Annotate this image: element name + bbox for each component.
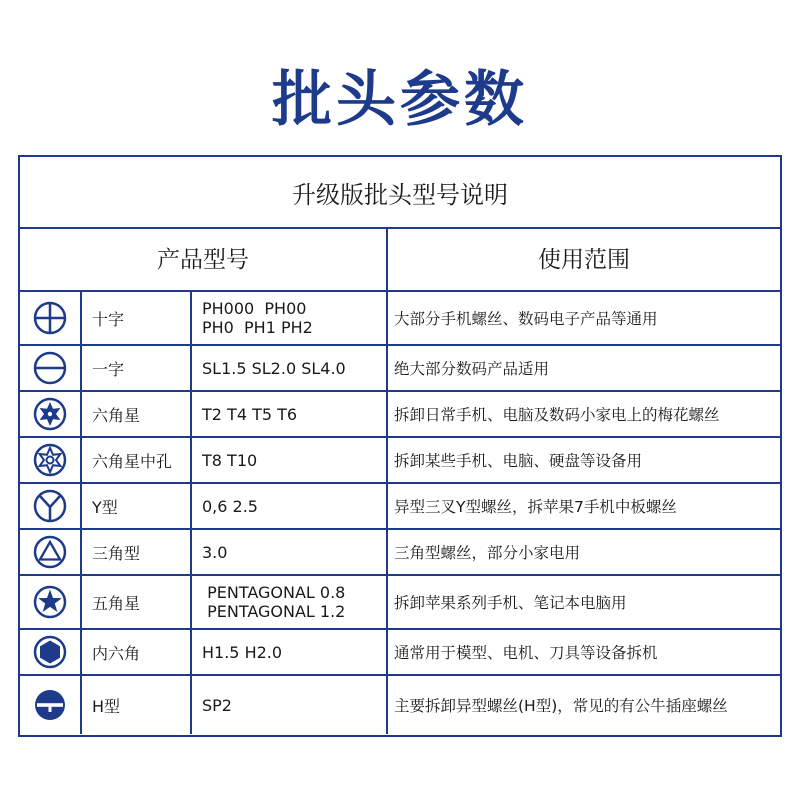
table-row — [20, 676, 780, 734]
phillips-cross-icon — [20, 292, 82, 344]
table-row — [20, 392, 780, 438]
triangle-icon — [20, 530, 82, 574]
table-row — [20, 346, 780, 392]
bit-type-name: 六角星中孔 — [82, 438, 192, 482]
table-row — [20, 438, 780, 484]
bit-usage: 拆卸日常手机、电脑及数码小家电上的梅花螺丝 — [394, 406, 720, 424]
model-line: T2 T4 T5 T6 — [202, 404, 298, 424]
model-line: H1.5 H2.0 — [202, 642, 283, 662]
torx-security-icon — [20, 438, 82, 482]
bit-model — [192, 484, 388, 528]
spec-table — [18, 155, 782, 737]
table-title: 升级版批头型号说明 — [20, 157, 780, 229]
bit-usage: 异型三叉Y型螺丝，拆苹果7手机中板螺丝 — [394, 498, 677, 516]
table-row — [20, 292, 780, 346]
spanner-h-icon — [20, 676, 82, 734]
table-row — [20, 630, 780, 676]
bit-model — [192, 676, 388, 734]
slotted-flat-icon — [20, 346, 82, 390]
bit-type-name: 一字 — [82, 346, 192, 390]
bit-type-name: 六角星 — [82, 392, 192, 436]
bit-model — [192, 292, 388, 344]
bit-type-name: 三角型 — [82, 530, 192, 574]
hex-icon — [20, 630, 82, 674]
bit-usage: 大部分手机螺丝、数码电子产品等通用 — [394, 310, 658, 328]
header-product-model: 产品型号 — [20, 229, 388, 292]
model-line: SL1.5 SL2.0 SL4.0 — [202, 358, 346, 378]
bit-model — [192, 630, 388, 674]
model-line: PENTAGONAL 0.8 — [202, 583, 346, 602]
bit-type-name: H型 — [82, 676, 192, 734]
tri-wing-y-icon — [20, 484, 82, 528]
table-body — [20, 292, 780, 734]
torx-star-icon — [20, 392, 82, 436]
table-row — [20, 484, 780, 530]
model-line: PH0 PH1 PH2 — [202, 318, 313, 337]
bit-usage: 三角型螺丝，部分小家电用 — [394, 544, 581, 562]
bit-model — [192, 392, 388, 436]
bit-model — [192, 576, 388, 628]
model-line: 0,6 2.5 — [202, 496, 258, 516]
header-usage-scope: 使用范围 — [388, 229, 780, 292]
table-row — [20, 530, 780, 576]
bit-type-name: 内六角 — [82, 630, 192, 674]
table-row — [20, 576, 780, 630]
model-line: SP2 — [202, 695, 232, 715]
bit-type-name: 五角星 — [82, 576, 192, 628]
pentalobe-star-icon — [20, 576, 82, 628]
bit-usage: 通常用于模型、电机、刀具等设备拆机 — [394, 644, 658, 662]
bit-type-name: 十字 — [82, 292, 192, 344]
bit-model — [192, 346, 388, 390]
model-line: PH000 PH00 — [202, 299, 307, 318]
page-title: 批头参数 — [272, 65, 528, 135]
model-line: 3.0 — [202, 542, 228, 562]
model-line: T8 T10 — [202, 450, 258, 470]
bit-usage: 主要拆卸异型螺丝(H型)，常见的有公牛插座螺丝 — [394, 697, 728, 715]
bit-usage: 拆卸某些手机、电脑、硬盘等设备用 — [394, 452, 643, 470]
bit-usage: 拆卸苹果系列手机、笔记本电脑用 — [394, 594, 627, 612]
bit-model — [192, 530, 388, 574]
model-line: PENTAGONAL 1.2 — [202, 602, 346, 621]
bit-model — [192, 438, 388, 482]
bit-usage: 绝大部分数码产品适用 — [394, 360, 550, 378]
bit-type-name: Y型 — [82, 484, 192, 528]
